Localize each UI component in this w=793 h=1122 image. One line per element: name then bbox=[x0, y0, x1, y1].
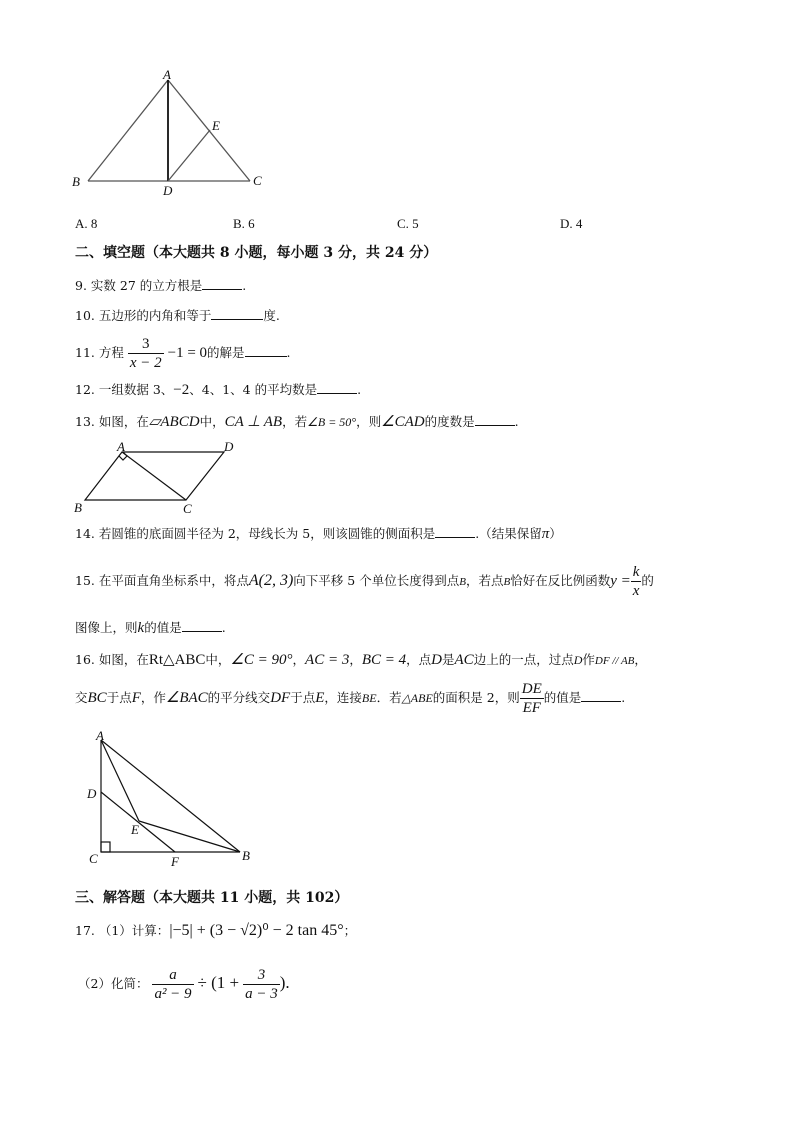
q15-text: 的 bbox=[641, 573, 654, 588]
question-15 bbox=[75, 563, 654, 600]
q15-text: ，若点 bbox=[465, 573, 504, 588]
q14-end: .（结果保留 bbox=[475, 526, 542, 541]
q16-math: ∠BAC bbox=[165, 690, 208, 706]
q16-text: 的值是 bbox=[543, 690, 582, 705]
q15-math: B bbox=[503, 576, 511, 588]
answer-blank[interactable] bbox=[211, 308, 263, 320]
q17-text: 17. （1）计算： bbox=[75, 923, 170, 938]
q16-math: AC = 3 bbox=[305, 652, 350, 668]
denominator: EF bbox=[522, 700, 541, 716]
question-16-line-2 bbox=[75, 680, 625, 717]
q16-math: DF bbox=[270, 690, 291, 706]
q16-math: BE bbox=[361, 691, 377, 705]
question-17-part-2 bbox=[78, 966, 290, 1003]
option-b: B. 6 bbox=[233, 216, 255, 231]
numerator: 3 bbox=[243, 966, 280, 985]
q15-pre: 15. 在平面直角坐标系中，将点 bbox=[75, 573, 249, 588]
answer-blank[interactable] bbox=[182, 620, 222, 632]
denominator: a² − 9 bbox=[154, 986, 192, 1002]
fig2-label-c: C bbox=[183, 501, 192, 516]
q16-text: ， bbox=[292, 652, 306, 667]
q16-math: DF // AB bbox=[594, 655, 635, 667]
fig2-label-a: A bbox=[117, 439, 125, 454]
q16-text: 的面积是 2，则 bbox=[432, 690, 520, 705]
q16-text: ， bbox=[349, 652, 362, 667]
q11-equation: −1 = 0 bbox=[167, 345, 208, 361]
fig3-label-a: A bbox=[96, 728, 104, 743]
q15-math: A(2, 3) bbox=[248, 572, 294, 589]
denominator: x − 2 bbox=[129, 355, 162, 371]
question-17-part-1 bbox=[75, 923, 356, 939]
question-13 bbox=[75, 414, 519, 430]
numerator: k bbox=[632, 564, 640, 580]
q13-math: ∠B = 50° bbox=[307, 415, 357, 429]
q13-pre: 13. 如图，在 bbox=[75, 414, 149, 429]
q16-text: 是 bbox=[442, 652, 455, 667]
q16-text: 于点 bbox=[290, 690, 316, 705]
q12-post: 、4、1、4 的平均数是 bbox=[189, 382, 318, 397]
q12-negative: −2 bbox=[173, 382, 190, 398]
answer-blank[interactable] bbox=[245, 345, 287, 357]
q13-math: CA ⊥ AB bbox=[224, 414, 283, 430]
fig1-label-a: A bbox=[163, 67, 171, 82]
fig3-label-f: F bbox=[171, 854, 179, 869]
q16-math: F bbox=[131, 690, 141, 706]
q9-text: 9. 实数 27 的立方根是 bbox=[75, 278, 203, 293]
q11-tail: 的解是 bbox=[207, 345, 245, 360]
q16-text: 16. 如图，在 bbox=[75, 652, 149, 667]
question-10 bbox=[75, 308, 280, 323]
question-9 bbox=[75, 278, 246, 293]
q16-text: 的平分线交 bbox=[207, 690, 271, 705]
q15-end: . bbox=[221, 620, 226, 635]
q15-text: 的值是 bbox=[144, 620, 182, 635]
fig1-label-d: D bbox=[163, 183, 173, 198]
answer-blank[interactable] bbox=[202, 278, 242, 290]
q17-text: （2）化简： bbox=[78, 976, 149, 991]
q16-end: . bbox=[621, 690, 626, 705]
answer-blank[interactable] bbox=[435, 526, 475, 538]
q13-math: ▱ABCD bbox=[148, 414, 200, 430]
q16-math: BC bbox=[87, 690, 107, 706]
q14-close: ） bbox=[549, 526, 562, 541]
q16-text: ，点 bbox=[406, 652, 432, 667]
q11-end: . bbox=[286, 345, 291, 360]
q16-math: Rt△ABC bbox=[148, 652, 206, 668]
q17-expression: |−5| + (3 − √2)⁰ − 2 tan 45° bbox=[169, 922, 344, 939]
q11-fraction bbox=[128, 335, 164, 372]
figure-triangle-abc bbox=[88, 80, 250, 181]
q16-math: AC bbox=[454, 652, 474, 668]
q17-text: ； bbox=[343, 923, 357, 938]
q12-end: . bbox=[357, 382, 362, 397]
q16-text: ，连接 bbox=[324, 690, 362, 705]
fig3-label-b: B bbox=[242, 848, 250, 863]
q17-fraction-1 bbox=[152, 966, 193, 1003]
q16-math: E bbox=[315, 690, 325, 706]
q10-end: 度. bbox=[263, 308, 280, 323]
q15-math: B bbox=[459, 576, 466, 588]
answer-blank[interactable] bbox=[475, 414, 515, 426]
question-12 bbox=[75, 382, 361, 398]
fig3-label-e: E bbox=[131, 822, 139, 837]
q16-text: 中， bbox=[205, 652, 231, 667]
fig1-label-b: B bbox=[72, 174, 80, 189]
figure-right-triangle bbox=[101, 740, 240, 852]
q13-text: 中， bbox=[199, 414, 225, 429]
q15-math: y = bbox=[610, 573, 631, 589]
q16-text: 交 bbox=[75, 690, 88, 705]
numerator: DE bbox=[521, 681, 542, 697]
option-d: D. 4 bbox=[560, 216, 583, 231]
q13-text: 的度数是 bbox=[424, 414, 475, 429]
q16-math: D bbox=[573, 653, 583, 667]
option-c: C. 5 bbox=[397, 216, 419, 231]
numerator: 3 bbox=[128, 335, 164, 354]
fig1-label-c: C bbox=[253, 173, 262, 188]
q17-fraction-2 bbox=[243, 966, 280, 1003]
q16-fraction bbox=[520, 680, 544, 717]
q16-text: 于点 bbox=[106, 690, 132, 705]
numerator: a bbox=[152, 966, 193, 985]
question-14 bbox=[75, 526, 562, 542]
denominator: a − 3 bbox=[245, 986, 278, 1002]
q15-text: 恰好在反比例函数 bbox=[510, 573, 611, 588]
pi-symbol: π bbox=[541, 526, 550, 542]
q9-end: . bbox=[242, 278, 247, 293]
q16-math: BC = 4 bbox=[361, 652, 407, 668]
section-2-heading: 二、填空题（本大题共 8 小题，每小题 3 分，共 24 分） bbox=[75, 245, 438, 261]
fig1-label-e: E bbox=[212, 118, 220, 133]
q13-text: ，则 bbox=[356, 414, 382, 429]
fig3-label-d: D bbox=[87, 786, 97, 801]
fig2-label-b: B bbox=[74, 500, 82, 515]
q11-pre: 11. 方程 bbox=[75, 345, 124, 360]
q16-math: △ABE bbox=[401, 691, 433, 705]
q16-text: 作 bbox=[582, 652, 595, 667]
q16-text: 边上的一点，过点 bbox=[473, 652, 574, 667]
q16-text: ．若 bbox=[376, 690, 402, 705]
denominator: x bbox=[632, 583, 640, 599]
question-11 bbox=[75, 335, 291, 372]
figure-parallelogram bbox=[85, 452, 224, 500]
q15-text: 向下平移 5 个单位长度得到点 bbox=[293, 573, 460, 588]
question-16 bbox=[75, 653, 647, 668]
q13-end: . bbox=[514, 414, 519, 429]
q16-math: ∠C = 90° bbox=[230, 652, 293, 668]
q12-pre: 12. 一组数据 3、 bbox=[75, 382, 174, 397]
fig2-label-d: D bbox=[224, 439, 234, 454]
q10-text: 10. 五边形的内角和等于 bbox=[75, 308, 212, 323]
answer-blank[interactable] bbox=[317, 382, 357, 394]
option-a: A. 8 bbox=[75, 216, 98, 231]
answer-blank[interactable] bbox=[581, 690, 621, 702]
section-3-heading: 三、解答题（本大题共 11 小题，共 102） bbox=[75, 890, 349, 906]
q15-fraction bbox=[631, 563, 642, 600]
q13-math: ∠CAD bbox=[381, 414, 425, 430]
q15-text: 图像上，则 bbox=[75, 620, 138, 635]
q17-operator: ÷ (1 + bbox=[197, 973, 240, 992]
q16-math: D bbox=[431, 652, 442, 668]
q16-text: ，作 bbox=[140, 690, 166, 705]
q15-math: k bbox=[137, 620, 145, 636]
question-15-line-2 bbox=[75, 620, 226, 636]
q14-text: 14. 若圆锥的底面圆半径为 2，母线长为 5，则该圆锥的侧面积是 bbox=[75, 526, 436, 541]
q13-text: ，若 bbox=[282, 414, 308, 429]
fig3-label-c: C bbox=[89, 851, 98, 866]
q16-text: ， bbox=[634, 652, 647, 667]
q17-close: ). bbox=[279, 973, 290, 992]
